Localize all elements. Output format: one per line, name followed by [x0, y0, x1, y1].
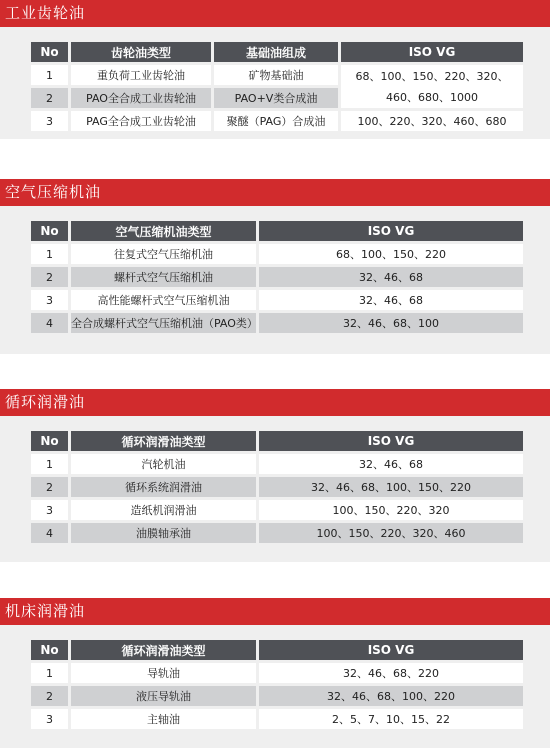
- circulating-lubricant-table: [28, 428, 526, 546]
- cell-no: 1: [31, 663, 68, 683]
- table-row: [31, 709, 523, 729]
- iso-vg-line: 460、680、1000: [386, 90, 478, 104]
- iso-vg-line: 68、100、150、220、320、: [355, 69, 509, 83]
- cell-no: 1: [31, 244, 68, 264]
- cell-no: 1: [31, 65, 68, 85]
- cell-iso-vg: 100、150、220、320、460: [259, 523, 523, 543]
- header-iso-vg: ISO VG: [341, 42, 523, 62]
- cell-type: 螺杆式空气压缩机油: [71, 267, 256, 287]
- cell-type: 导轨油: [71, 663, 256, 683]
- table-row: [31, 65, 523, 85]
- cell-no: 2: [31, 477, 68, 497]
- header-iso-vg: ISO VG: [259, 221, 523, 241]
- header-no: No: [31, 42, 68, 62]
- table-header-row: [31, 221, 523, 241]
- cell-no: 3: [31, 290, 68, 310]
- cell-no: 1: [31, 454, 68, 474]
- cell-iso-vg: 32、46、68: [259, 454, 523, 474]
- section-title: 工业齿轮油: [0, 0, 550, 27]
- cell-iso-vg-merged: [341, 65, 523, 108]
- cell-type: PAG全合成工业齿轮油: [71, 111, 211, 131]
- table-row: [31, 477, 523, 497]
- cell-base: 聚醚（PAG）合成油: [214, 111, 338, 131]
- header-type: 循环润滑油类型: [71, 640, 256, 660]
- section-industrial-gear-oil: [0, 0, 550, 139]
- cell-iso-vg: 32、46、68、100: [259, 313, 523, 333]
- section-machine-tool-lubricant: [0, 598, 550, 748]
- header-type: 循环润滑油类型: [71, 431, 256, 451]
- cell-type: 油膜轴承油: [71, 523, 256, 543]
- cell-type: 汽轮机油: [71, 454, 256, 474]
- cell-type: 往复式空气压缩机油: [71, 244, 256, 264]
- cell-base: PAO+V类合成油: [214, 88, 338, 108]
- cell-type: 高性能螺杆式空气压缩机油: [71, 290, 256, 310]
- section-panel: [0, 27, 550, 139]
- machine-tool-lubricant-table: [28, 637, 526, 732]
- cell-iso-vg: 32、46、68、220: [259, 663, 523, 683]
- gear-oil-table: [28, 39, 526, 134]
- cell-no: 2: [31, 686, 68, 706]
- table-row: [31, 663, 523, 683]
- header-no: No: [31, 221, 68, 241]
- cell-iso-vg: 100、150、220、320: [259, 500, 523, 520]
- cell-iso-vg: 32、46、68、100、220: [259, 686, 523, 706]
- cell-iso-vg: 2、5、7、10、15、22: [259, 709, 523, 729]
- table-row: [31, 500, 523, 520]
- section-title: 机床润滑油: [0, 598, 550, 625]
- cell-type: 液压导轨油: [71, 686, 256, 706]
- table-header-row: [31, 431, 523, 451]
- table-row: [31, 111, 523, 131]
- header-iso-vg: ISO VG: [259, 640, 523, 660]
- cell-iso-vg: 100、220、320、460、680: [341, 111, 523, 131]
- cell-type: PAO全合成工业齿轮油: [71, 88, 211, 108]
- section-panel: [0, 206, 550, 354]
- cell-type: 全合成螺杆式空气压缩机油（PAO类）: [71, 313, 256, 333]
- table-row: [31, 244, 523, 264]
- cell-type: 主轴油: [71, 709, 256, 729]
- cell-no: 4: [31, 313, 68, 333]
- cell-no: 2: [31, 267, 68, 287]
- cell-type: 重负荷工业齿轮油: [71, 65, 211, 85]
- table-header-row: [31, 640, 523, 660]
- cell-iso-vg: 32、46、68: [259, 290, 523, 310]
- table-header-row: [31, 42, 523, 62]
- header-base: 基础油组成: [214, 42, 338, 62]
- cell-no: 3: [31, 500, 68, 520]
- header-type: 齿轮油类型: [71, 42, 211, 62]
- section-title: 循环润滑油: [0, 389, 550, 416]
- table-row: [31, 454, 523, 474]
- cell-no: 2: [31, 88, 68, 108]
- header-type: 空气压缩机油类型: [71, 221, 256, 241]
- cell-no: 3: [31, 111, 68, 131]
- table-row: [31, 313, 523, 333]
- header-iso-vg: ISO VG: [259, 431, 523, 451]
- cell-type: 造纸机润滑油: [71, 500, 256, 520]
- section-title: 空气压缩机油: [0, 179, 550, 206]
- cell-iso-vg: 68、100、150、220: [259, 244, 523, 264]
- air-compressor-oil-table: [28, 218, 526, 336]
- header-no: No: [31, 640, 68, 660]
- table-row: [31, 267, 523, 287]
- cell-type: 循环系统润滑油: [71, 477, 256, 497]
- table-row: [31, 523, 523, 543]
- cell-no: 4: [31, 523, 68, 543]
- section-panel: [0, 416, 550, 562]
- section-circulating-lubricant: [0, 389, 550, 562]
- cell-base: 矿物基础油: [214, 65, 338, 85]
- cell-iso-vg: 32、46、68、100、150、220: [259, 477, 523, 497]
- cell-iso-vg: 32、46、68: [259, 267, 523, 287]
- cell-no: 3: [31, 709, 68, 729]
- table-row: [31, 686, 523, 706]
- section-panel: [0, 625, 550, 748]
- table-row: [31, 290, 523, 310]
- section-air-compressor-oil: [0, 179, 550, 354]
- header-no: No: [31, 431, 68, 451]
